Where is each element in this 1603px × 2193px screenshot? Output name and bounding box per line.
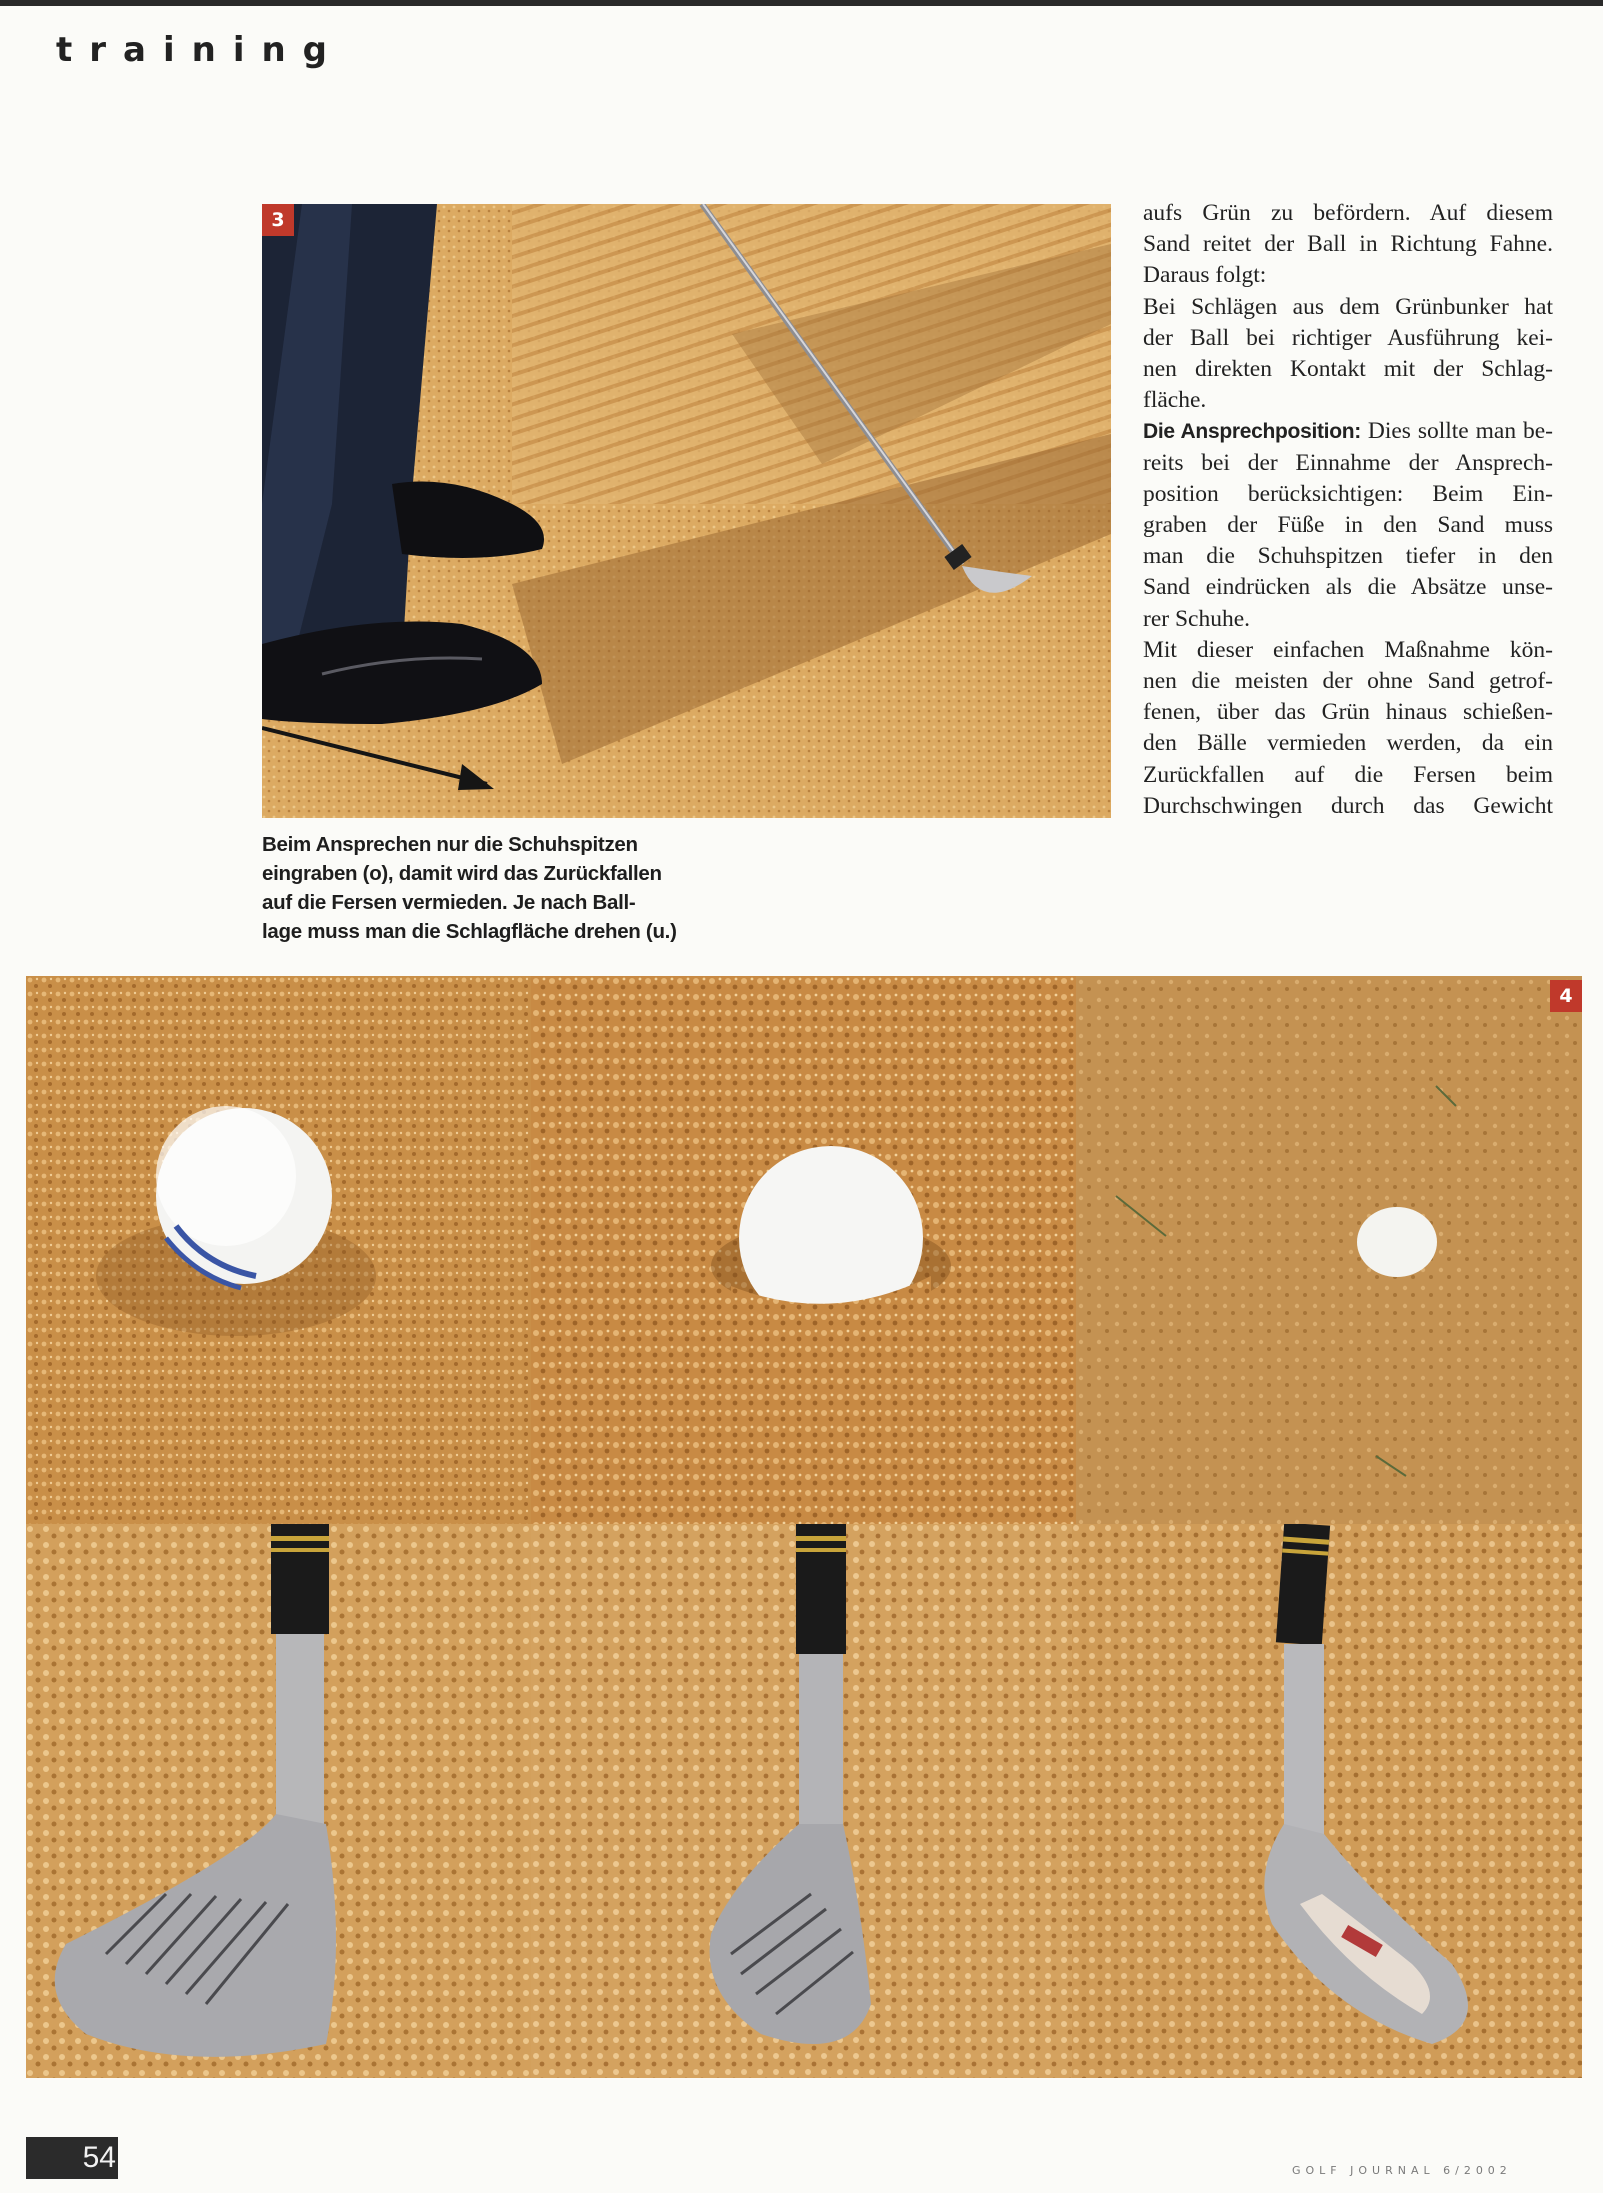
article-line: nen direkten Kontakt mit der Schlag-: [1143, 356, 1553, 383]
caption-line: eingraben (o), damit wird das Zurückfallen: [262, 862, 662, 885]
figure-caption: [262, 830, 682, 946]
page-number: 54: [26, 2137, 118, 2179]
caption-line: Beim Ansprechen nur die Schuhspitzen: [262, 833, 638, 856]
article-line: Mit dieser einfachen Maßnahme kön-: [1143, 636, 1553, 663]
article-line: rer Schuhe.: [1143, 605, 1251, 632]
article-line: Sand eindrücken als die Absätze unse-: [1143, 574, 1553, 601]
article-line: reits bei der Einnahme der Ansprech-: [1143, 449, 1553, 476]
article-line-with-heading: [1143, 416, 1553, 447]
photo-feet-in-bunker: [262, 204, 1111, 818]
article-line: Bei Schlägen aus dem Grünbunker hat: [1143, 293, 1553, 320]
article-line: Sand reitet der Ball in Richtung Fahne.: [1143, 231, 1553, 258]
top-rule: [0, 0, 1603, 6]
article-line: man die Schuhspitzen tiefer in den: [1143, 543, 1553, 570]
article-line: aufs Grün zu befördern. Auf diesem: [1143, 200, 1553, 226]
subheading: Die Ansprechposition:: [1143, 420, 1361, 444]
section-label: training: [56, 30, 345, 70]
photo-ball-buried: [1076, 976, 1582, 1524]
photo-club-face-open: [1072, 1524, 1582, 2078]
article-line: den Bälle vermieden werden, da ein: [1143, 730, 1553, 757]
article-line: der Ball bei richtiger Ausführung kei-: [1143, 324, 1553, 351]
article-line: Durchschwingen durch das Gewicht: [1143, 792, 1553, 819]
photo-club-face-square: [26, 1524, 531, 2078]
figure-number-badge: 4: [1550, 980, 1582, 1012]
article-line: fläche.: [1143, 387, 1207, 414]
article-line: graben der Füße in den Sand muss: [1143, 512, 1553, 539]
article-line: position berücksichtigen: Beim Ein-: [1143, 480, 1553, 507]
article-line: Daraus folgt:: [1143, 262, 1267, 289]
caption-line: lage muss man die Schlagfläche drehen (u.): [262, 920, 677, 943]
heading-continuation: Dies sollte man be-: [1360, 418, 1553, 445]
footer-publication: GOLF JOURNAL 6/2002: [1292, 2164, 1512, 2177]
photo-ball-half-buried: [531, 976, 1076, 1524]
article-line: Zurückfallen auf die Fersen beim: [1143, 761, 1553, 788]
article-line: nen die meisten der ohne Sand getrof-: [1143, 668, 1553, 695]
photo-club-face-slightly-open: [531, 1524, 1072, 2078]
article-body: [1143, 198, 1553, 822]
article-line: fenen, über das Grün hinaus schießen-: [1143, 699, 1553, 726]
figure-number-badge: 3: [262, 204, 294, 236]
photo-ball-sitting-up: [26, 976, 531, 1524]
caption-line: auf die Fersen vermieden. Je nach Ball-: [262, 891, 636, 914]
